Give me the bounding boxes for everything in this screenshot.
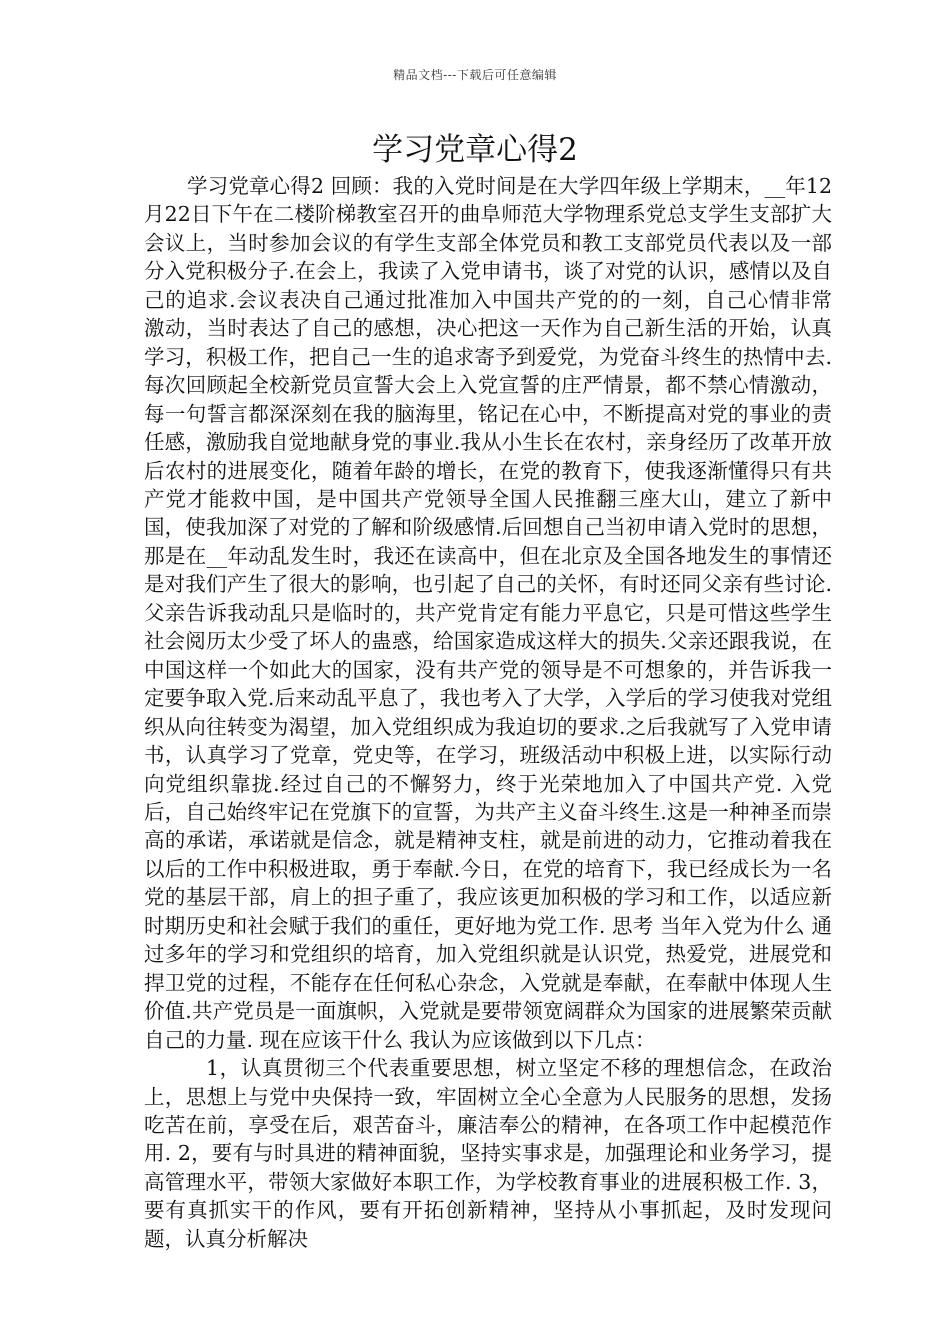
- page-header: 精品文档---下载后可任意编辑: [393, 68, 557, 82]
- document-body: [144, 172, 832, 1253]
- document-title: 学习党章心得2: [372, 132, 578, 168]
- body-paragraph: 1，认真贯彻三个代表重要思想，树立坚定不移的理想信念，在政治上，思想上与党中央保持一致，牢固树立全心全意为人民服务的思想，发扬吃苦在前，享受在后，艰苦奋斗，廉洁奉公的精神，在各项工作中起模范作用. 2，要有与时具进的精神面貌，坚持实事求是，加强理论和业务学习，提高管理水平，带领大家做好本职工作，为学校教育事业的进展积极工作. 3，要有真抓实干的作风，要有开拓创新精神，坚持从小事抓起，及时发现问题，认真分析解决: [144, 1056, 832, 1251]
- body-paragraph: 学习党章心得2 回顾：我的入党时间是在大学四年级上学期末，__年12月22日下午在二楼阶梯教室召开的曲阜师范大学物理系党总支学生支部扩大会议上，当时参加会议的有学生支部全体党员和教工支部党员代表以及一部分入党积极分子.在会上，我读了入党申请书，谈了对党的认识，感情以及自己的追求.会议表决自己通过批准加入中国共产党的的一刻，自己心情非常 激动，当时表达了自己的感想，决心把这一天作为自己新生活的开始，认真学习，积极工作，把自己一生的追求寄予到爱党，为党奋斗终生的热情中去.每次回顾起全校新党员宣誓大会上入党宣誓的庄严情景，都不禁心情激动，每一句誓言都深深刻在我的脑海里，铭记在心中，不断提高对党的事业的责任感，激励我自觉地献身党的事业.我从小生长在农村，亲身经历了改革开放后农村的进展变化，随着年龄的增长，在党的教育下，使我逐渐懂得只有共产党才能救中国，是中国共产党领导全国人民推翻三座大山，建立了新中国，使我加深了对党的了解和阶级感情.后回想自己当初申请入党时的思想，那是在__年动乱发生时，我还在读高中，但在北京及全国各地发生的事情还是对我们产生了很大的影响，也引起了自己的关怀，有时还同父亲有些讨论.父亲告诉我动乱只是临时的，共产党肯定有能力平息它，只是可惜这些学生社会阅历太少受了坏人的蛊惑，给国家造成这样大的损失.父亲还跟我说，在中国这样一个如此大的国家，没有共产党的领导是不可想象的，并告诉我一定要争取入党.后来动乱平息了，我也考入了大学，入学后的学习使我对党组织从向往转变为渴望，加入党组织成为我迫切的要求.之后我就写了入党申请书，认真学习了党章，党史等，在学习，班级活动中积极上进，以实际行动向党组织靠拢.经过自己的不懈努力，终于光荣地加入了中国共产党. 入党后，自己始终牢记在党旗下的宣誓，为共产主义奋斗终生.这是一种神圣而崇高的承诺，承诺就是信念，就是精神支柱，就是前进的动力，它推动着我在以后的工作中积极进取，勇于奉献.今日，在党的培育下，我已经成长为一名党的基层干部，肩上的担子重了，我应该更加积极的学习和工作，以适应新时期历史和社会赋于我们的重任，更好地为党工作. 思考 当年入党为什么 通过多年的学习和党组织的培育，加入党组织就是认识党，热爱党，进展党和捍卫党的过程，不能存在任何私心杂念，入党就是奉献，在奉献中体现人生价值.共产党员是一面旗帜，入党就是要带领宽阔群众为国家的进展繁荣贡献自己的力量. 现在应该干什么 我认为应该做到以下几点：: [144, 174, 832, 1052]
